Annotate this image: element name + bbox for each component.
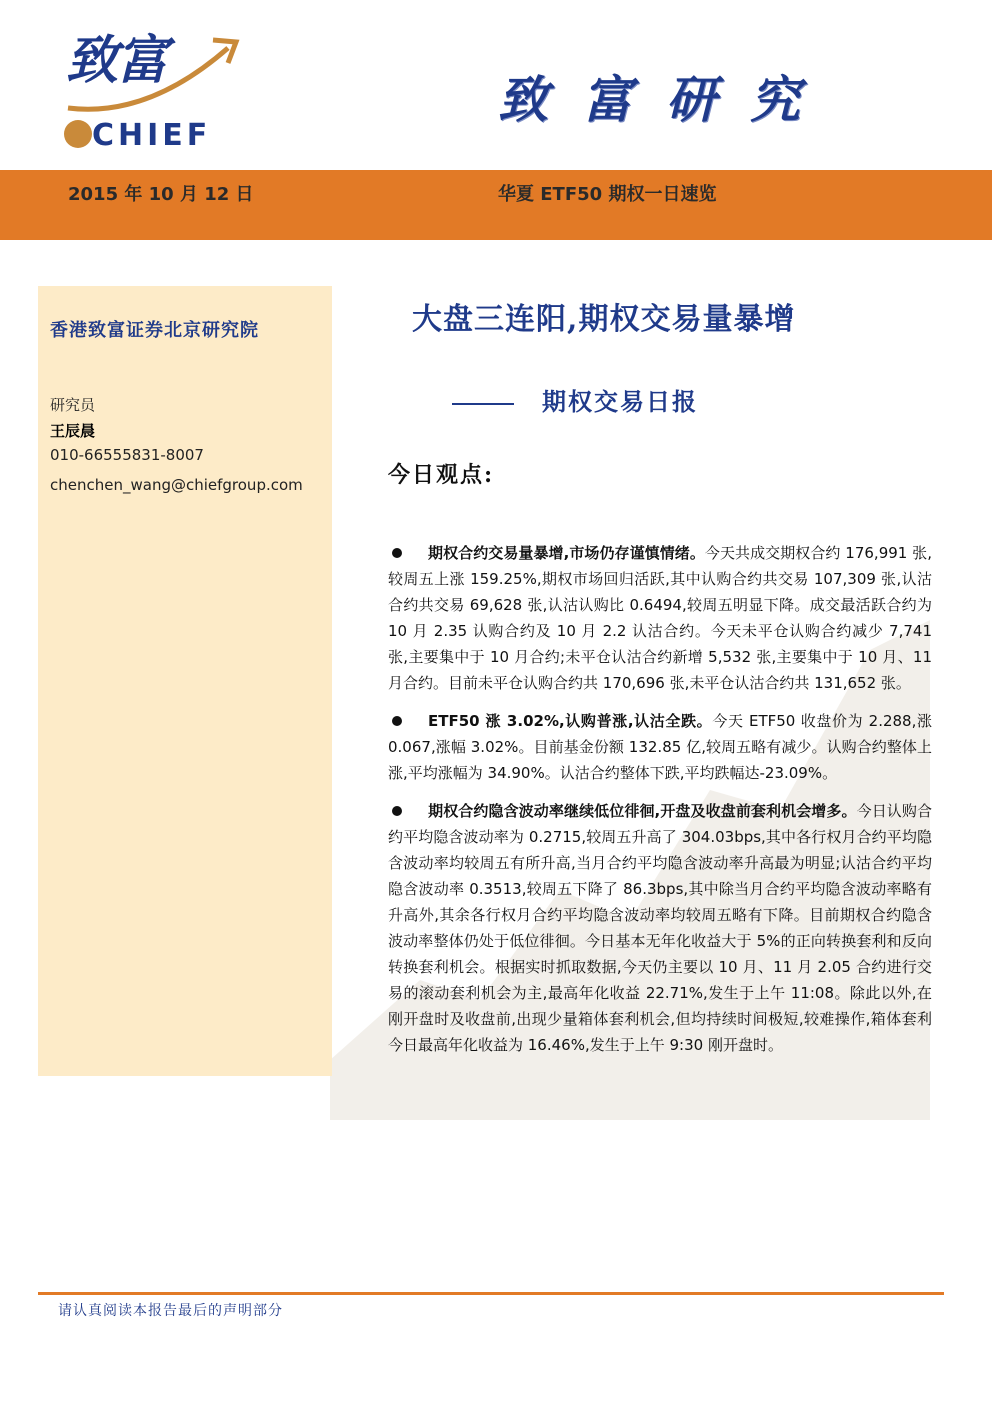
arrow-icon	[58, 18, 258, 118]
footer-divider	[38, 1292, 944, 1295]
logo-chinese-text: 致富	[66, 30, 167, 91]
headline: 大盘三连阳,期权交易量暴增	[412, 302, 796, 337]
logo-mark-icon	[64, 120, 92, 148]
analyst-sidebar	[38, 286, 332, 1076]
bullet-icon	[392, 548, 402, 558]
viewpoint-lead: ETF50 涨 3.02%,认购普涨,认沽全跌。	[428, 712, 713, 730]
viewpoint-lead: 期权合约交易量暴增,市场仍存谨慎情绪。	[428, 544, 705, 562]
viewpoint-list	[388, 540, 932, 1070]
company-logo	[58, 18, 258, 158]
viewpoint-item	[388, 540, 932, 696]
viewpoint-item	[388, 708, 932, 786]
analyst-email[interactable]: chenchen_wang@chiefgroup.com	[50, 476, 303, 494]
viewpoint-body: 今日认购合约平均隐含波动率为 0.2715,较周五升高了 304.03bps,其中各行权月合约平均隐含波动率均较周五有所升高,当月合约平均隐含波动率升高最为明显;认沽合约平均隐含波动率 0.3513,较周五下降了 86.3bps,其中除当月合约平均隐含波动率略有升高外,其余各行权月合约平均隐含波动率均较周五略有下降。目前期权合约隐含波动率整体仍处于低位徘徊。今日基本无年化收益大于 5%的正向转换套利和反向转换套利机会。根据实时抓取数据,今天仍主要以 10 月、11 月 2.05 合约进行交易的滚动套利机会为主,最高年化收益 22.71%,发生于上午 11:08。除此以外,在刚开盘时及收盘前,出现少量箱体套利机会,但均持续时间极短,较难操作,箱体套利今日最高年化收益为 16.46%,发生于上午 9:30 刚开盘时。	[388, 802, 932, 1054]
bullet-icon	[392, 806, 402, 816]
analyst-name: 王辰晨	[50, 422, 96, 440]
report-type: 华夏 ETF50 期权一日速览	[498, 184, 717, 205]
report-date: 2015 年 10 月 12 日	[68, 184, 254, 205]
analyst-role: 研究员	[50, 396, 96, 414]
subheadline	[452, 382, 698, 417]
footer-notice: 请认真阅读本报告最后的声明部分	[58, 1303, 283, 1319]
viewpoint-body: 今天共成交期权合约 176,991 张,较周五上涨 159.25%,期权市场回归活跃,其中认购合约共交易 107,309 张,认沽合约共交易 69,628 张,认沽认购比 0.6494,较周五明显下降。成交最活跃合约为 10 月 2.35 认购合约及 10 月 2.2 认沽合约。今天未平仓认购合约减少 7,741 张,主要集中于 10 月合约;未平仓认沽合约新增 5,532 张,主要集中于 10 月、11 月合约。目前未平仓认购合约共 170,696 张,未平仓认沽合约共 131,652 张。	[388, 544, 932, 692]
bullet-icon	[392, 716, 402, 726]
viewpoint-body: 今天 ETF50 收盘价为 2.288,涨 0.067,涨幅 3.02%。目前基金份额 132.85 亿,较周五略有减少。认购合约整体上涨,平均涨幅为 34.90%。认沽合约整体下跌,平均跌幅达-23.09%。	[388, 712, 932, 782]
section-heading: 今日观点:	[388, 462, 495, 488]
viewpoint-lead: 期权合约隐含波动率继续低位徘徊,开盘及收盘前套利机会增多。	[428, 802, 857, 820]
brand-title: 致富研究	[498, 70, 834, 129]
subheadline-text: 期权交易日报	[542, 387, 698, 416]
dash-decoration	[452, 403, 514, 405]
analyst-phone: 010-66555831-8007	[50, 446, 204, 464]
logo-english-text: CHIEF	[92, 118, 212, 153]
viewpoint-item	[388, 798, 932, 1058]
institute-name: 香港致富证券北京研究院	[50, 320, 259, 341]
